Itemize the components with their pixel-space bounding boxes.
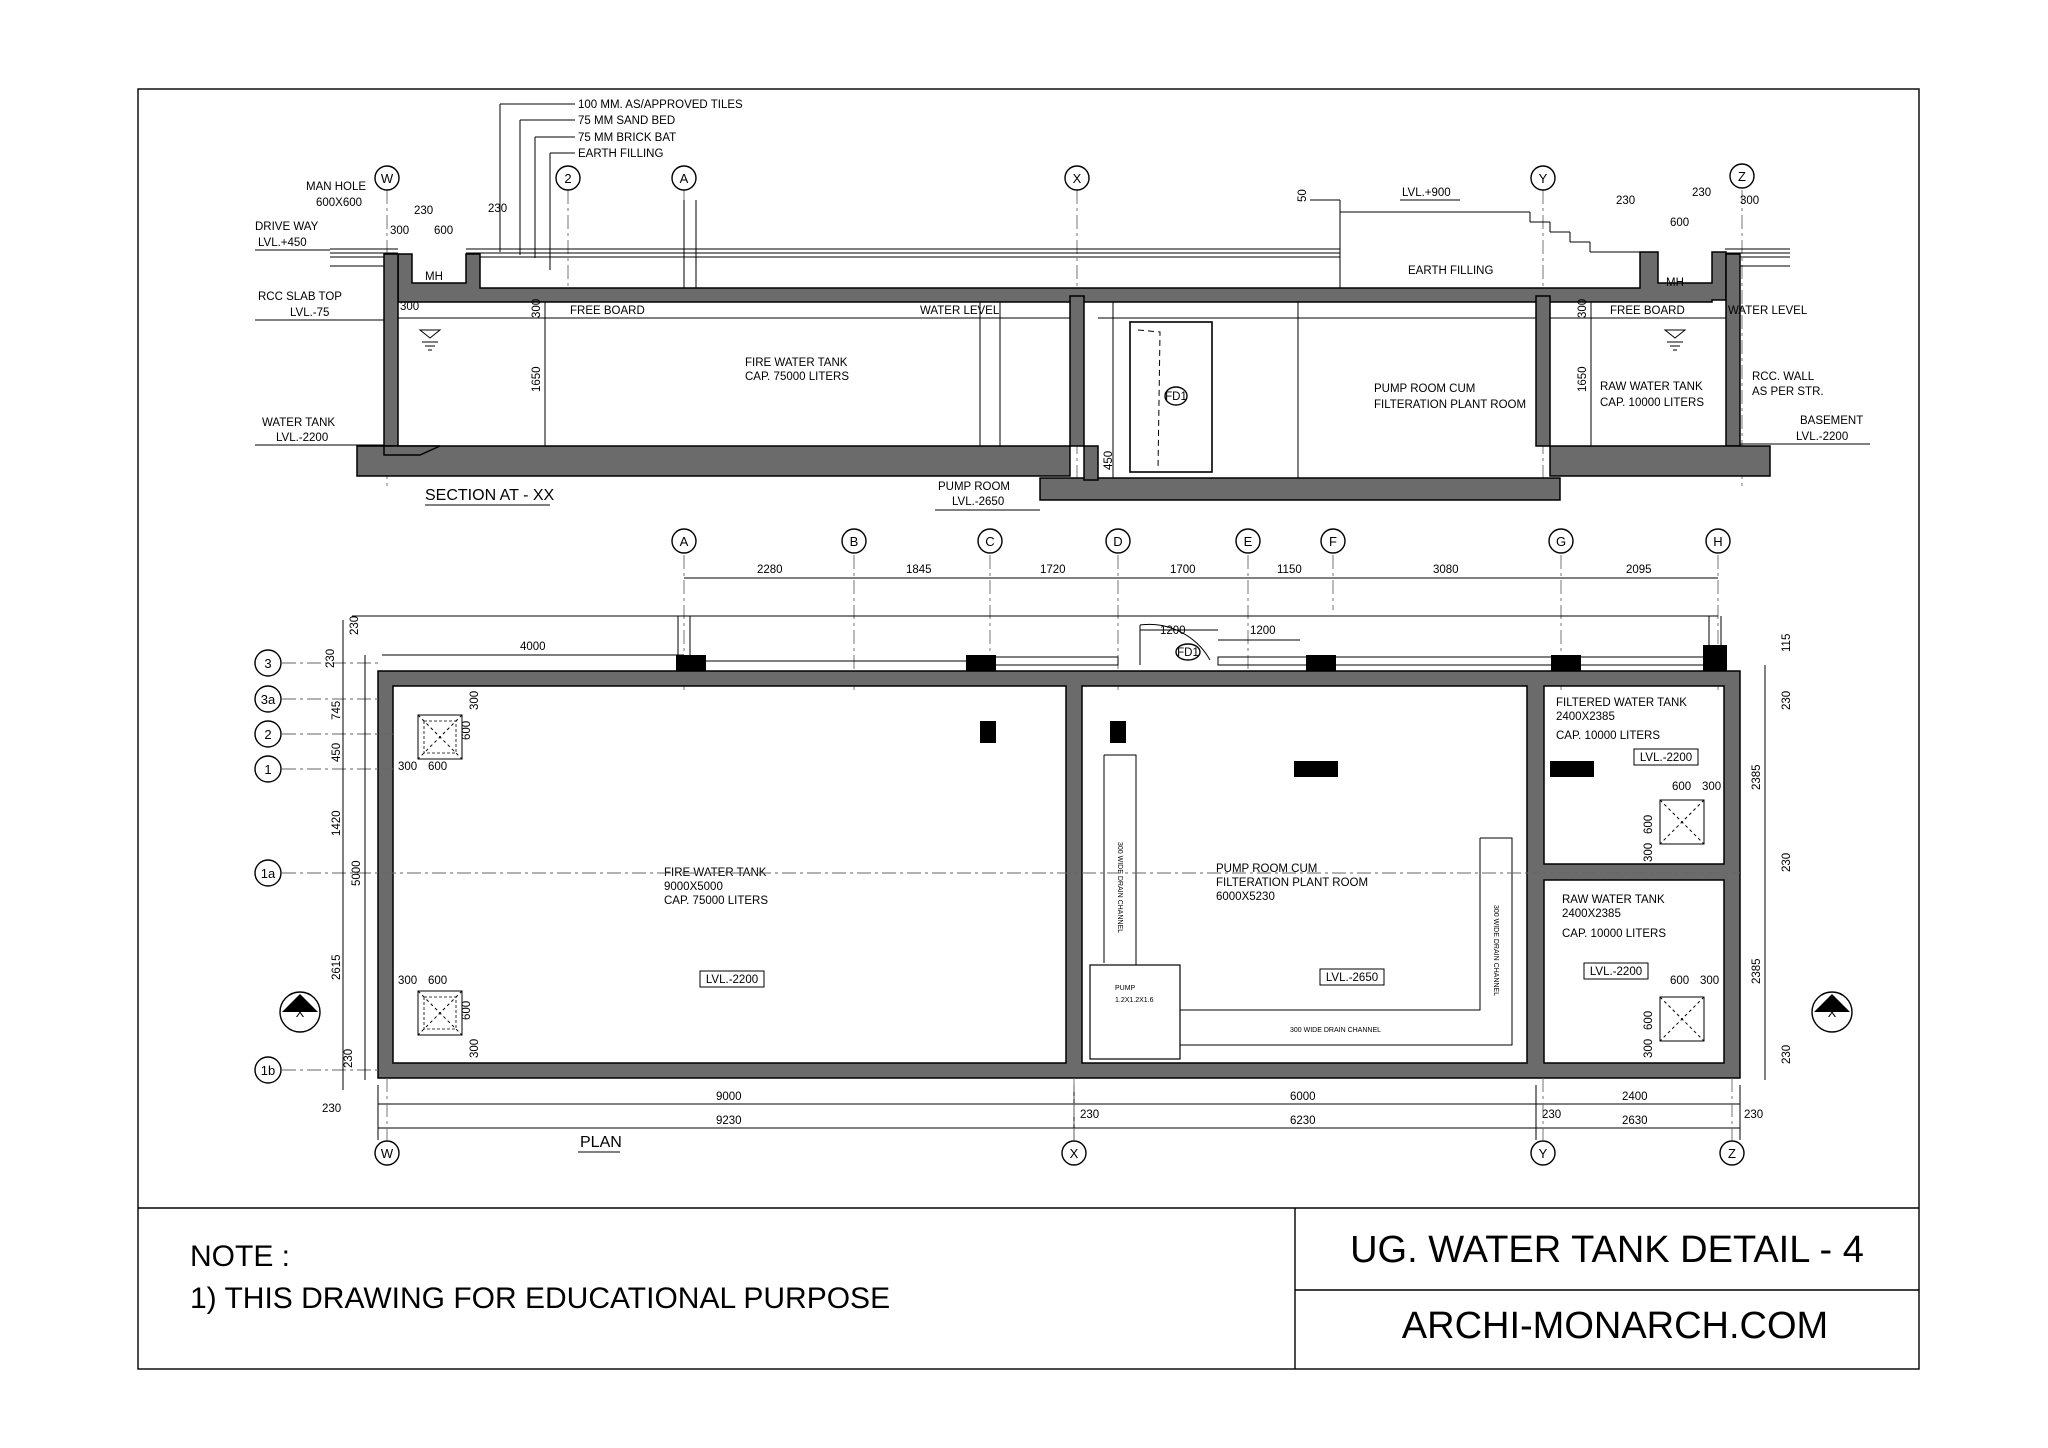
svg-text:W: W xyxy=(380,1146,394,1161)
section-basement-level: LVL.-2200 xyxy=(1796,431,1849,443)
plan-mh-dim-300-d: 300 xyxy=(469,1038,481,1058)
plan-bottom-dim-9000: 9000 xyxy=(716,1091,742,1103)
plan-left-dim-230-a: 230 xyxy=(349,615,361,635)
note-line-1: 1) THIS DRAWING FOR EDUCATIONAL PURPOSE xyxy=(190,1282,891,1315)
section-grid-bubble-a xyxy=(672,166,696,190)
plan-drain-label-vertical-left: 300 WIDE DRAIN CHANNEL xyxy=(1116,842,1123,934)
layer-sand-bed: 75 MM SAND BED xyxy=(578,115,676,127)
plan-grid-bubble-f xyxy=(1321,529,1345,553)
plan-fire-tank-level: LVL.-2200 xyxy=(705,974,759,986)
plan-left-dim-230-d: 230 xyxy=(322,1103,342,1115)
plan-pump-room-1: PUMP ROOM CUM xyxy=(1216,863,1318,875)
plan-view xyxy=(255,529,1852,1165)
plan-bottom-dim-230-a: 230 xyxy=(1080,1109,1100,1121)
plan-left-dim-5000: 5000 xyxy=(351,860,363,886)
svg-text:X: X xyxy=(1827,1005,1837,1020)
section-dim-300-e: 300 xyxy=(1577,298,1589,318)
section-mh-left: MH xyxy=(425,271,443,283)
plan-bottom-dim-6000: 6000 xyxy=(1290,1091,1316,1103)
plan-door-tag: FD1 xyxy=(1177,647,1199,659)
svg-text:W: W xyxy=(380,171,394,186)
layer-tiles: 100 MM. AS/APPROVED TILES xyxy=(578,99,743,111)
plan-right-dim-230-a: 230 xyxy=(1781,690,1793,710)
plan-grid-bubble-d xyxy=(1106,529,1130,553)
section-pump-room-1: PUMP ROOM CUM xyxy=(1374,383,1476,395)
plan-bottom-dim-2630: 2630 xyxy=(1622,1115,1648,1127)
plan-rmh-dim-300-a: 300 xyxy=(1702,781,1722,793)
plan-drain-label-horizontal: 300 WIDE DRAIN CHANNEL xyxy=(1290,1027,1382,1034)
plan-top-dim-5: 1150 xyxy=(1277,564,1302,576)
plan-filtered-tank-size: 2400X2385 xyxy=(1556,711,1615,723)
plan-opening-dim-1: 1200 xyxy=(1160,625,1186,637)
svg-text:C: C xyxy=(985,534,995,549)
plan-rmh-dim-300-c: 300 xyxy=(1700,975,1720,987)
section-driveway-level: LVL.+450 xyxy=(258,237,307,249)
svg-text:Y: Y xyxy=(1538,171,1548,186)
section-grid-bubble-z xyxy=(1730,164,1754,188)
section-pump-room-level: LVL.-2650 xyxy=(952,496,1005,508)
section-dim-600-a: 600 xyxy=(434,225,454,237)
section-grid-bubble-y xyxy=(1531,166,1555,190)
plan-rmh-dim-600-a: 600 xyxy=(1672,781,1692,793)
svg-text:1b: 1b xyxy=(260,1063,276,1078)
plan-mh-dim-300-b: 300 xyxy=(469,690,481,710)
plan-rmh-dim-600-b: 600 xyxy=(1643,814,1655,834)
plan-filtered-tank-cap: CAP. 10000 LITERS xyxy=(1556,730,1660,742)
plan-dim-4000: 4000 xyxy=(520,641,546,653)
section-dim-1650-b: 1650 xyxy=(1577,366,1589,392)
plan-grid-bubble-bottom-y xyxy=(1531,1141,1555,1165)
svg-text:3a: 3a xyxy=(260,692,276,707)
plan-title: PLAN xyxy=(580,1134,622,1151)
section-raw-tank-cap: CAP. 10000 LITERS xyxy=(1600,397,1704,409)
section-pump-room-2: FILTERATION PLANT ROOM xyxy=(1374,399,1527,411)
plan-grid-bubble-2 xyxy=(255,721,281,747)
section-level-900: LVL.+900 xyxy=(1402,187,1451,199)
plan-top-dim-2: 1845 xyxy=(906,564,932,576)
section-grid-bubble-w xyxy=(375,166,399,190)
plan-grid-bubble-bottom-x xyxy=(1062,1141,1086,1165)
section-dim-300-a: 300 xyxy=(390,225,410,237)
plan-fire-tank-label: FIRE WATER TANK xyxy=(664,867,767,879)
title-block xyxy=(190,1229,1864,1347)
plan-rmh-dim-300-d: 300 xyxy=(1643,1038,1655,1058)
section-grid-bubble-x xyxy=(1065,166,1089,190)
plan-fire-tank-cap: CAP. 75000 LITERS xyxy=(664,895,768,907)
section-driveway-label: DRIVE WAY xyxy=(255,221,319,233)
svg-text:X: X xyxy=(1072,171,1082,186)
plan-top-dim-4: 1700 xyxy=(1170,564,1196,576)
section-water-level-left: WATER LEVEL xyxy=(920,305,1000,317)
svg-text:Z: Z xyxy=(1738,169,1746,184)
plan-right-dim-230-b: 230 xyxy=(1781,852,1793,872)
layer-brick-bat: 75 MM BRICK BAT xyxy=(578,132,677,144)
plan-grid-bubble-g xyxy=(1549,529,1573,553)
drawing-title: UG. WATER TANK DETAIL - 4 xyxy=(1350,1229,1864,1271)
section-dim-450: 450 xyxy=(1103,450,1115,470)
plan-rmh-dim-300-b: 300 xyxy=(1643,842,1655,862)
plan-grid-bubble-h xyxy=(1706,529,1730,553)
svg-text:B: B xyxy=(849,534,859,549)
section-dim-300-b: 300 xyxy=(400,301,420,313)
plan-bottom-dim-2400: 2400 xyxy=(1622,1091,1648,1103)
plan-filtered-tank-label: FILTERED WATER TANK xyxy=(1556,697,1687,709)
plan-mh-dim-600-a: 600 xyxy=(428,761,448,773)
section-raw-tank-label: RAW WATER TANK xyxy=(1600,381,1703,393)
section-dim-230-c: 230 xyxy=(1616,195,1636,207)
plan-filtered-tank-level: LVL.-2200 xyxy=(1639,752,1693,764)
section-dim-600-b: 600 xyxy=(1670,217,1690,229)
svg-text:Y: Y xyxy=(1538,1146,1548,1161)
svg-text:X: X xyxy=(1069,1146,1079,1161)
section-water-level-right: WATER LEVEL xyxy=(1728,305,1808,317)
section-door-tag: FD1 xyxy=(1165,391,1187,403)
plan-opening-dim-2: 1200 xyxy=(1250,625,1276,637)
plan-grid-bubble-c xyxy=(978,529,1002,553)
plan-grid-bubble-3a xyxy=(255,686,281,712)
plan-rmh-dim-600-c: 600 xyxy=(1670,975,1690,987)
section-fire-tank-label: FIRE WATER TANK xyxy=(745,357,848,369)
section-pump-room-label: PUMP ROOM xyxy=(938,481,1010,493)
section-free-board-right: FREE BOARD xyxy=(1610,305,1685,317)
section-basement-label: BASEMENT xyxy=(1800,415,1864,427)
plan-right-dim-2385-b: 2385 xyxy=(1751,958,1763,984)
plan-grid-bubble-e xyxy=(1236,529,1260,553)
svg-text:2: 2 xyxy=(564,171,572,186)
section-dim-1650-a: 1650 xyxy=(531,366,543,392)
svg-text:H: H xyxy=(1713,534,1723,549)
plan-rmh-dim-600-d: 600 xyxy=(1643,1010,1655,1030)
svg-text:1a: 1a xyxy=(260,866,276,881)
section-rcc-wall-1: RCC. WALL xyxy=(1752,371,1815,383)
plan-mh-dim-600-d: 600 xyxy=(461,1000,473,1020)
plan-mh-dim-300-c: 300 xyxy=(398,975,418,987)
plan-top-dim-6: 3080 xyxy=(1433,564,1459,576)
plan-bottom-dim-230-b: 230 xyxy=(1542,1109,1562,1121)
plan-raw-tank-size: 2400X2385 xyxy=(1562,908,1621,920)
plan-left-dim-230-c: 230 xyxy=(343,1048,355,1068)
plan-pump-room-level: LVL.-2650 xyxy=(1325,972,1379,984)
website-label: ARCHI-MONARCH.COM xyxy=(1401,1305,1829,1347)
plan-right-dim-230-c: 230 xyxy=(1781,1044,1793,1064)
section-marker-right xyxy=(1812,992,1852,1032)
plan-grid-bubble-bottom-w xyxy=(375,1141,399,1165)
plan-left-dim-1420: 1420 xyxy=(331,810,343,836)
section-mh-right: MH xyxy=(1666,277,1684,289)
plan-grid-bubble-1 xyxy=(255,756,281,782)
section-slab-top-label: RCC SLAB TOP xyxy=(258,291,342,303)
plan-left-dim-745: 745 xyxy=(331,700,343,720)
plan-left-dim-230-b: 230 xyxy=(325,648,337,668)
plan-drain-label-vertical-right: 300 WIDE DRAIN CHANNEL xyxy=(1492,905,1499,997)
svg-text:G: G xyxy=(1555,534,1567,549)
plan-grid-bubble-3 xyxy=(255,650,281,676)
plan-mh-dim-300-a: 300 xyxy=(398,761,418,773)
plan-mh-dim-600-b: 600 xyxy=(461,720,473,740)
plan-manhole-filtered xyxy=(1660,800,1704,844)
plan-bottom-dim-9230: 9230 xyxy=(716,1115,742,1127)
svg-text:F: F xyxy=(1329,534,1337,549)
section-free-board-left: FREE BOARD xyxy=(570,305,645,317)
plan-top-dim-3: 1720 xyxy=(1040,564,1066,576)
section-dim-230-a: 230 xyxy=(414,205,434,217)
note-heading: NOTE : xyxy=(190,1240,291,1273)
plan-bottom-dim-230-c: 230 xyxy=(1744,1109,1764,1121)
svg-text:3: 3 xyxy=(264,656,272,671)
svg-text:A: A xyxy=(679,534,689,549)
plan-pump-room-2: FILTERATION PLANT ROOM xyxy=(1216,877,1369,889)
plan-manhole-bottom-left xyxy=(418,991,462,1035)
svg-text:E: E xyxy=(1243,534,1253,549)
section-rcc-wall-2: AS PER STR. xyxy=(1752,386,1824,398)
plan-pump-room-size: 6000X5230 xyxy=(1216,891,1275,903)
section-tank-label: WATER TANK xyxy=(262,417,336,429)
section-dim-50: 50 xyxy=(1297,189,1309,202)
plan-top-dim-1: 2280 xyxy=(757,564,783,576)
svg-text:X: X xyxy=(295,1005,305,1020)
section-slab-top-level: LVL.-75 xyxy=(290,307,330,319)
plan-left-dim-450: 450 xyxy=(331,742,343,762)
plan-bottom-dim-6230: 6230 xyxy=(1290,1115,1316,1127)
svg-text:Z: Z xyxy=(1728,1146,1736,1161)
section-dim-300-c: 300 xyxy=(531,298,543,318)
section-view xyxy=(255,99,1870,510)
plan-manhole-raw xyxy=(1660,997,1704,1041)
plan-mh-dim-600-c: 600 xyxy=(428,975,448,987)
section-manhole-size: 600X600 xyxy=(316,197,363,209)
svg-text:D: D xyxy=(1113,534,1123,549)
plan-fire-tank-size: 9000X5000 xyxy=(664,881,723,893)
plan-raw-tank-cap: CAP. 10000 LITERS xyxy=(1562,928,1666,940)
section-dim-230-b: 230 xyxy=(488,203,508,215)
section-manhole-label: MAN HOLE xyxy=(306,181,367,193)
layer-earth-filling: EARTH FILLING xyxy=(578,148,664,160)
plan-grid-bubble-b xyxy=(842,529,866,553)
svg-text:2: 2 xyxy=(264,727,272,742)
plan-left-dim-2615: 2615 xyxy=(331,954,343,980)
svg-text:A: A xyxy=(679,171,689,186)
plan-right-dim-2385-a: 2385 xyxy=(1751,764,1763,790)
section-earth-filling: EARTH FILLING xyxy=(1408,265,1494,277)
section-dim-300-d: 300 xyxy=(1740,195,1760,207)
section-title: SECTION AT - XX xyxy=(425,487,555,504)
plan-manhole-top-left xyxy=(418,715,462,759)
plan-grid-bubble-a xyxy=(672,529,696,553)
section-fire-tank-cap: CAP. 75000 LITERS xyxy=(745,371,849,383)
svg-text:1: 1 xyxy=(264,762,272,777)
plan-pump-spec: 1.2X1.2X1.6 xyxy=(1115,997,1154,1004)
plan-right-dim-115: 115 xyxy=(1781,633,1793,652)
section-dim-230-d: 230 xyxy=(1692,187,1712,199)
section-grid-bubble-2 xyxy=(556,166,580,190)
plan-grid-bubble-bottom-z xyxy=(1720,1141,1744,1165)
plan-pump-label: PUMP xyxy=(1115,985,1136,992)
plan-top-dim-7: 2095 xyxy=(1626,564,1652,576)
plan-raw-tank-level: LVL.-2200 xyxy=(1589,966,1643,978)
plan-raw-tank-label: RAW WATER TANK xyxy=(1562,894,1665,906)
section-tank-level: LVL.-2200 xyxy=(276,432,329,444)
plan-grid-bubble-1a xyxy=(255,860,281,886)
plan-grid-bubble-1b xyxy=(255,1057,281,1083)
section-marker-left xyxy=(280,992,320,1032)
